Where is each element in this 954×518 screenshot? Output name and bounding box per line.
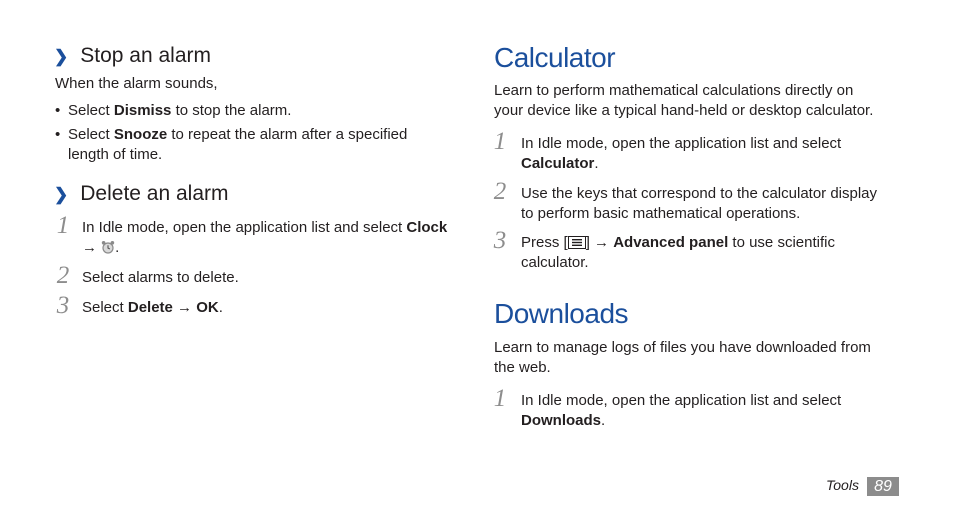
step-text: Use the keys that correspond to the calculator display to perform basic mathematical operations. <box>521 185 878 222</box>
chevron-right-icon: ❯ <box>54 185 69 204</box>
list-item: • Select Snooze to repeat the alarm after a specified length of time. <box>55 126 408 163</box>
bullet-dot: • <box>55 102 61 119</box>
stop-alarm-intro: When the alarm sounds, <box>55 75 218 92</box>
step-number: 3 <box>493 227 507 254</box>
menu-icon <box>568 236 586 249</box>
step-text: Select alarms to delete. <box>82 269 239 286</box>
step-text: In Idle mode, open the application list and select Clock → . <box>82 219 448 256</box>
step-number: 1 <box>56 212 70 239</box>
step-number: 3 <box>56 292 70 319</box>
stop-alarm-heading <box>54 44 211 68</box>
bullet-dot: • <box>55 126 61 143</box>
page-number-badge: 89 <box>867 477 899 496</box>
delete-alarm-heading <box>54 182 229 206</box>
step-number: 1 <box>493 128 507 155</box>
step-text: Press [ ] → Advanced panel to use scientific calculator. <box>521 234 835 271</box>
alarm-clock-icon <box>101 240 115 254</box>
delete-alarm-title: Delete an alarm <box>80 182 229 205</box>
step-number: 2 <box>56 262 70 289</box>
downloads-title: Downloads <box>494 298 629 329</box>
chevron-right-icon: ❯ <box>54 47 69 66</box>
step-text: In Idle mode, open the application list and select Calculator. <box>521 135 842 172</box>
step-number: 2 <box>493 178 507 205</box>
step-text: Select Delete → OK. <box>82 299 223 316</box>
calculator-intro: Learn to perform mathematical calculations directly on your device like a typical hand-held or desktop calculator. <box>494 82 874 119</box>
list-item: • Select Dismiss to stop the alarm. <box>55 102 292 119</box>
downloads-intro: Learn to manage logs of files you have downloaded from the web. <box>494 339 871 376</box>
calculator-title: Calculator <box>494 42 616 73</box>
step-number: 1 <box>493 385 507 412</box>
step-text: In Idle mode, open the application list and select Downloads. <box>521 392 842 429</box>
stop-alarm-title: Stop an alarm <box>80 44 211 67</box>
footer-section-label: Tools <box>826 477 859 493</box>
